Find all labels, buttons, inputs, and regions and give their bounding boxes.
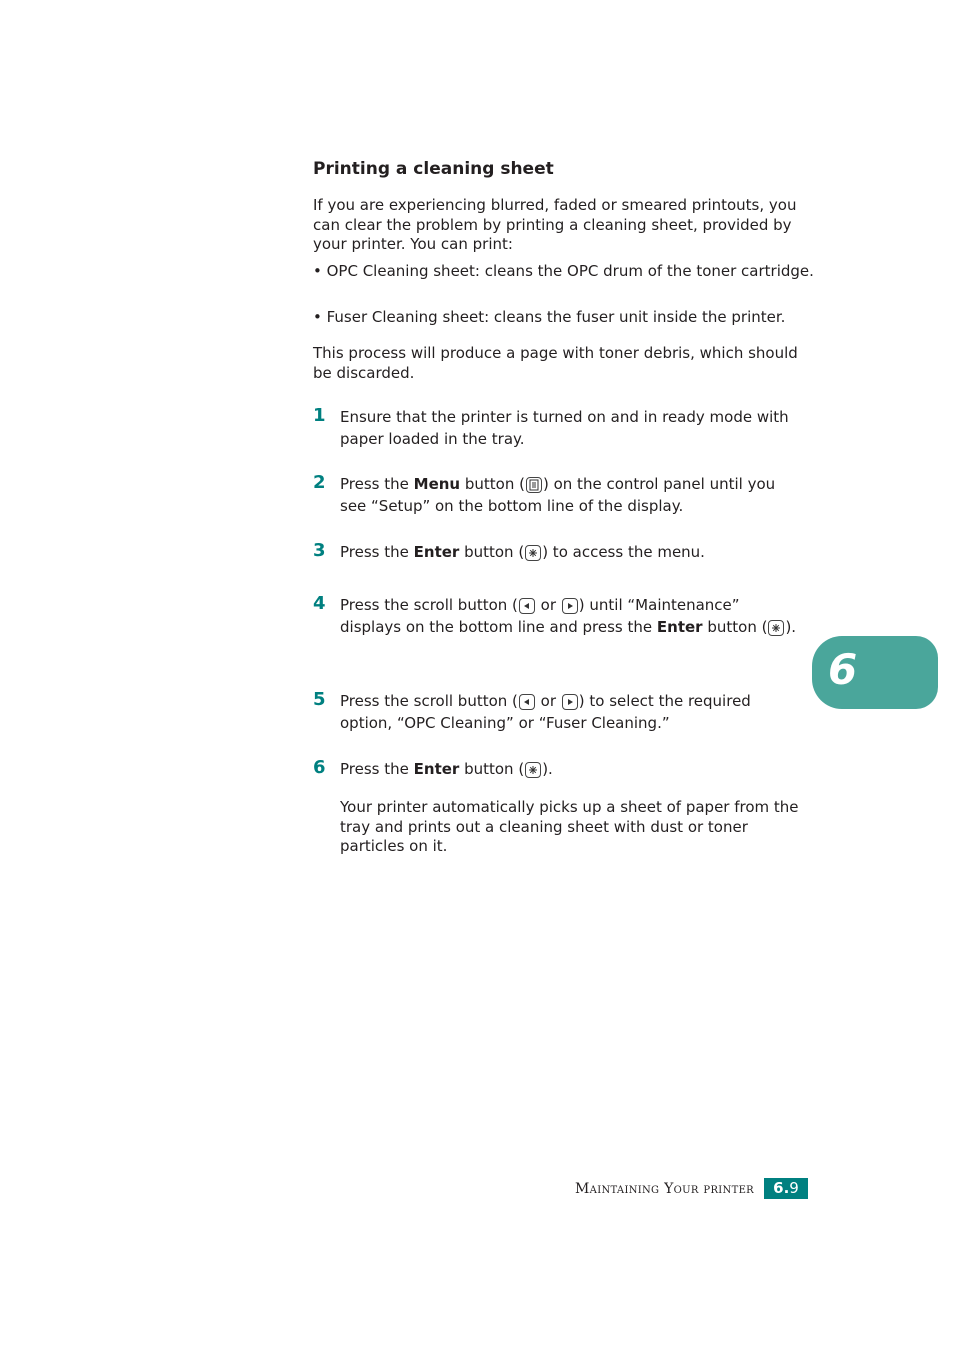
step-5-text: Press the scroll button ( or ) to select the required option, “OPC Cleaning” or “Fuser Cleaning.” <box>340 692 751 732</box>
bullet-fuser: • Fuser Cleaning sheet: cleans the fuser unit inside the printer. <box>313 308 786 326</box>
step-6-text: Press the Enter button ( ). <box>340 760 553 778</box>
chapter-number: 6 <box>828 645 858 694</box>
note-paragraph: This process will produce a page with toner debris, which should be discarded. <box>313 344 798 382</box>
step-2-text: Press the Menu button ( ) on the control panel until you see “Setup” on the bottom line of the display. <box>340 475 776 515</box>
step-number: 4 <box>313 593 326 614</box>
menu-button-icon <box>526 477 542 493</box>
step-number: 1 <box>313 405 326 426</box>
step-6-followup: Your printer automatically picks up a sheet of paper from the tray and prints out a cleaning sheet with dust or toner particles on it. <box>340 798 799 855</box>
step-3-text: Press the Enter button ( ) to access the menu. <box>340 543 705 561</box>
step-number: 5 <box>313 689 326 710</box>
step-4-text: Press the scroll button ( or ) until “Maintenance” displays on the bottom line and press the Enter button ( ). <box>340 596 797 636</box>
page-chapter: 6. <box>773 1179 790 1197</box>
scroll-left-icon <box>519 598 535 614</box>
section-heading: Printing a cleaning sheet <box>313 159 554 179</box>
step-number: 2 <box>313 472 326 493</box>
step-1-text: Ensure that the printer is turned on and in ready mode with paper loaded in the tray. <box>340 408 789 448</box>
enter-button-icon <box>525 545 541 561</box>
scroll-left-icon <box>519 694 535 710</box>
footer-title: Maintaining Your printer <box>575 1181 754 1197</box>
intro-paragraph: If you are experiencing blurred, faded or smeared printouts, you can clear the problem by printing a cleaning sheet, provided by your printer. You can print: <box>313 196 797 253</box>
scroll-right-icon <box>562 694 578 710</box>
chapter-tab <box>812 636 938 709</box>
step-number: 3 <box>313 540 326 561</box>
enter-button-icon <box>768 620 784 636</box>
bullet-opc: • OPC Cleaning sheet: cleans the OPC drum of the toner cartridge. <box>313 262 814 280</box>
page-number <box>764 1178 808 1199</box>
scroll-right-icon <box>562 598 578 614</box>
enter-button-icon <box>525 762 541 778</box>
step-number: 6 <box>313 757 326 778</box>
page-index: 9 <box>789 1179 799 1197</box>
